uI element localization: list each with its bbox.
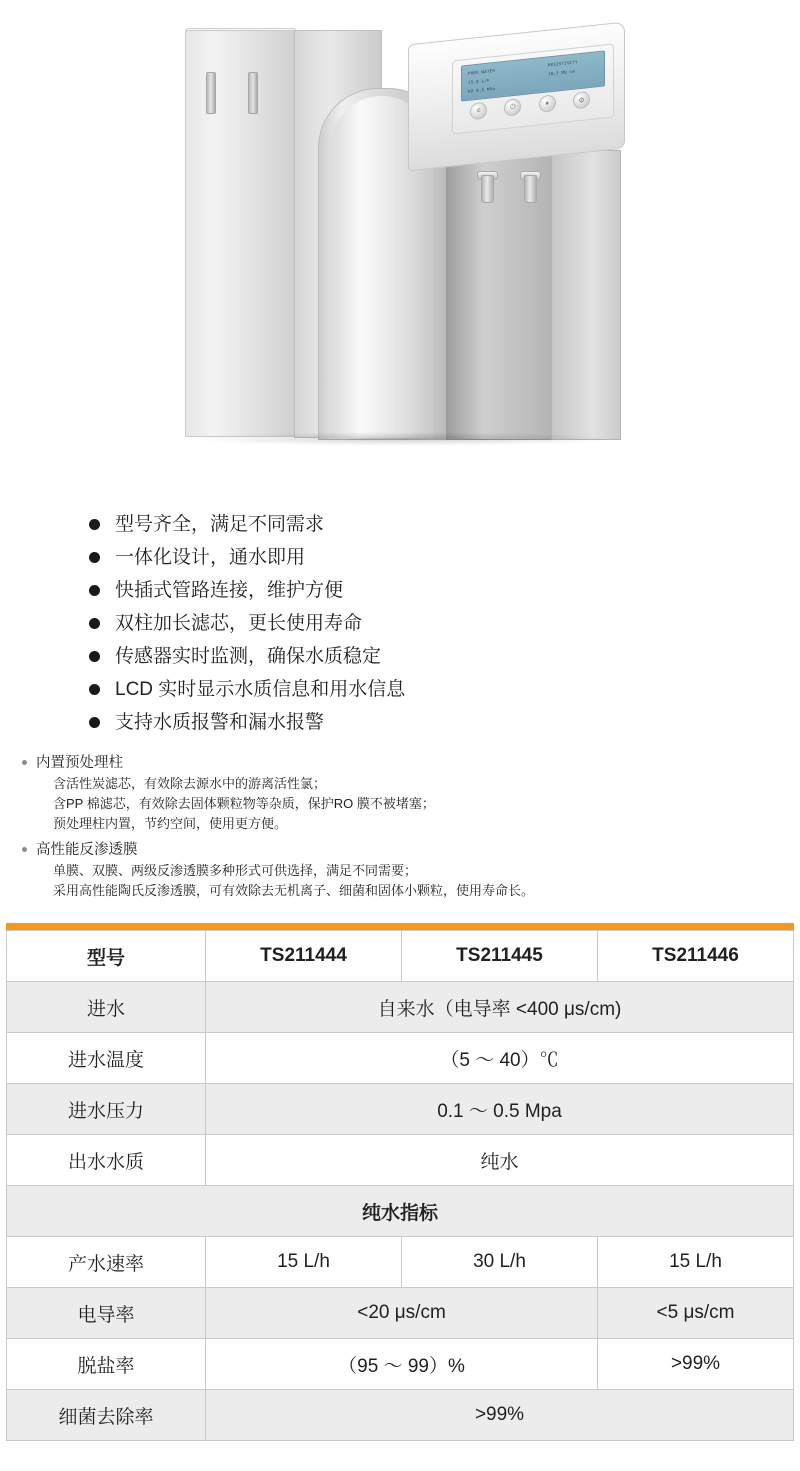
row-label: 细菌去除率	[7, 1390, 206, 1441]
detail-line: 采用高性能陶氏反渗透膜，可有效除去无机离子、细菌和固体小颗粒，使用寿命长。	[53, 883, 535, 898]
row-label: 产水速率	[7, 1237, 206, 1288]
bullet-dot-icon	[89, 684, 100, 695]
table-accent-bar	[6, 923, 794, 930]
cell-model-2: TS211445	[402, 931, 598, 982]
lcd-line-4: RESISTIVITY	[548, 59, 578, 68]
settings-icon[interactable]: ⚙	[573, 91, 590, 110]
detail-list	[0, 753, 800, 901]
feature-item	[115, 706, 800, 739]
feature-item	[115, 640, 800, 673]
cell-model-1: TS211444	[206, 931, 402, 982]
cell-value: >99%	[206, 1390, 794, 1441]
feature-text: 支持水质报警和漏水报警	[115, 712, 325, 733]
detail-line: 含活性炭滤芯，有效除去源水中的游离活性氯；	[53, 776, 327, 791]
faucet-right	[524, 175, 537, 203]
row-label: 电导率	[7, 1288, 206, 1339]
feature-text: 一体化设计，通水即用	[115, 547, 306, 568]
detail-title: 高性能反渗透膜	[36, 842, 138, 858]
table-row	[7, 1288, 794, 1339]
detail-line: 含PP 棉滤芯，有效除去固体颗粒物等杂质，保护RO 膜不被堵塞；	[53, 796, 435, 811]
cell-value: <5 μs/cm	[598, 1288, 794, 1339]
feature-text: LCD 实时显示水质信息和用水信息	[115, 679, 406, 700]
detail-section	[36, 840, 800, 901]
feature-text: 快插式管路连接，维护方便	[115, 580, 344, 601]
bullet-dot-icon	[89, 651, 100, 662]
cell-value: （95 ～ 99）%	[206, 1339, 598, 1390]
cell-model-3: TS211446	[598, 931, 794, 982]
table-row	[7, 982, 794, 1033]
faucet-left	[481, 175, 494, 203]
lcd-line-1: PURE WATER	[468, 67, 496, 76]
feature-text: 传感器实时监测，确保水质稳定	[115, 646, 382, 667]
lcd-line-5: 18.2 MΩ·cm	[548, 68, 576, 77]
cell-value: 15 L/h	[206, 1237, 402, 1288]
product-image	[0, 0, 800, 500]
table-row	[7, 1135, 794, 1186]
cell-value: 0.1 ～ 0.5 Mpa	[206, 1084, 794, 1135]
table-row	[7, 1084, 794, 1135]
detail-line: 单膜、双膜、两级反渗透膜多种形式可供选择，满足不同需要；	[53, 863, 418, 878]
cell-value: 15 L/h	[598, 1237, 794, 1288]
row-label: 进水温度	[7, 1033, 206, 1084]
cabinet-handle-right	[248, 72, 258, 114]
spec-table-wrap	[0, 923, 800, 1441]
bullet-dot-icon	[89, 552, 100, 563]
bullet-dot-icon	[89, 519, 100, 530]
lcd-line-3: RO 0.5 MPa	[468, 85, 496, 94]
detail-line: 预处理柱内置，节约空间，使用更方便。	[53, 816, 288, 831]
feature-item	[115, 541, 800, 574]
bullet-dot-icon	[89, 717, 100, 728]
table-row	[7, 1390, 794, 1441]
feature-item	[115, 508, 800, 541]
small-bullet-icon	[22, 760, 27, 765]
bullet-dot-icon	[89, 618, 100, 629]
table-row	[7, 1237, 794, 1288]
detail-lines	[36, 861, 800, 901]
table-section-row	[7, 1186, 794, 1237]
machine-right-side	[551, 150, 621, 440]
table-row	[7, 931, 794, 982]
cabinet-handle-left	[206, 72, 216, 114]
row-label: 脱盐率	[7, 1339, 206, 1390]
detail-lines	[36, 774, 800, 834]
table-row	[7, 1033, 794, 1084]
cell-value: <20 μs/cm	[206, 1288, 598, 1339]
row-label: 进水	[7, 982, 206, 1033]
row-label: 型号	[7, 931, 206, 982]
feature-list	[0, 508, 800, 739]
feature-item	[115, 607, 800, 640]
cabinet-left-body	[185, 30, 297, 437]
cell-value: 纯水	[206, 1135, 794, 1186]
feature-item	[115, 574, 800, 607]
lcd-line-2: 15.0 L/h	[468, 77, 490, 85]
section-title: 纯水指标	[7, 1186, 794, 1237]
detail-title: 内置预处理柱	[36, 755, 123, 771]
table-row	[7, 1339, 794, 1390]
cabinet-door-seam	[294, 30, 295, 436]
small-bullet-icon	[22, 847, 27, 852]
detail-section	[36, 753, 800, 834]
row-label: 进水压力	[7, 1084, 206, 1135]
menu-icon[interactable]: ≡	[470, 102, 487, 121]
product-shadow	[190, 432, 620, 446]
feature-text: 型号齐全，满足不同需求	[115, 514, 325, 535]
bullet-dot-icon	[89, 585, 100, 596]
water-icon[interactable]: ♦	[539, 94, 556, 113]
cell-value: 30 L/h	[402, 1237, 598, 1288]
cell-value: （5 ～ 40）℃	[206, 1033, 794, 1084]
power-icon[interactable]: ⏻	[504, 98, 521, 117]
cell-value: 自来水（电导率 <400 μs/cm)	[206, 982, 794, 1033]
feature-text: 双柱加长滤芯，更长使用寿命	[115, 613, 363, 634]
spec-table	[6, 930, 794, 1441]
cell-value: >99%	[598, 1339, 794, 1390]
feature-item	[115, 673, 800, 706]
row-label: 出水水质	[7, 1135, 206, 1186]
